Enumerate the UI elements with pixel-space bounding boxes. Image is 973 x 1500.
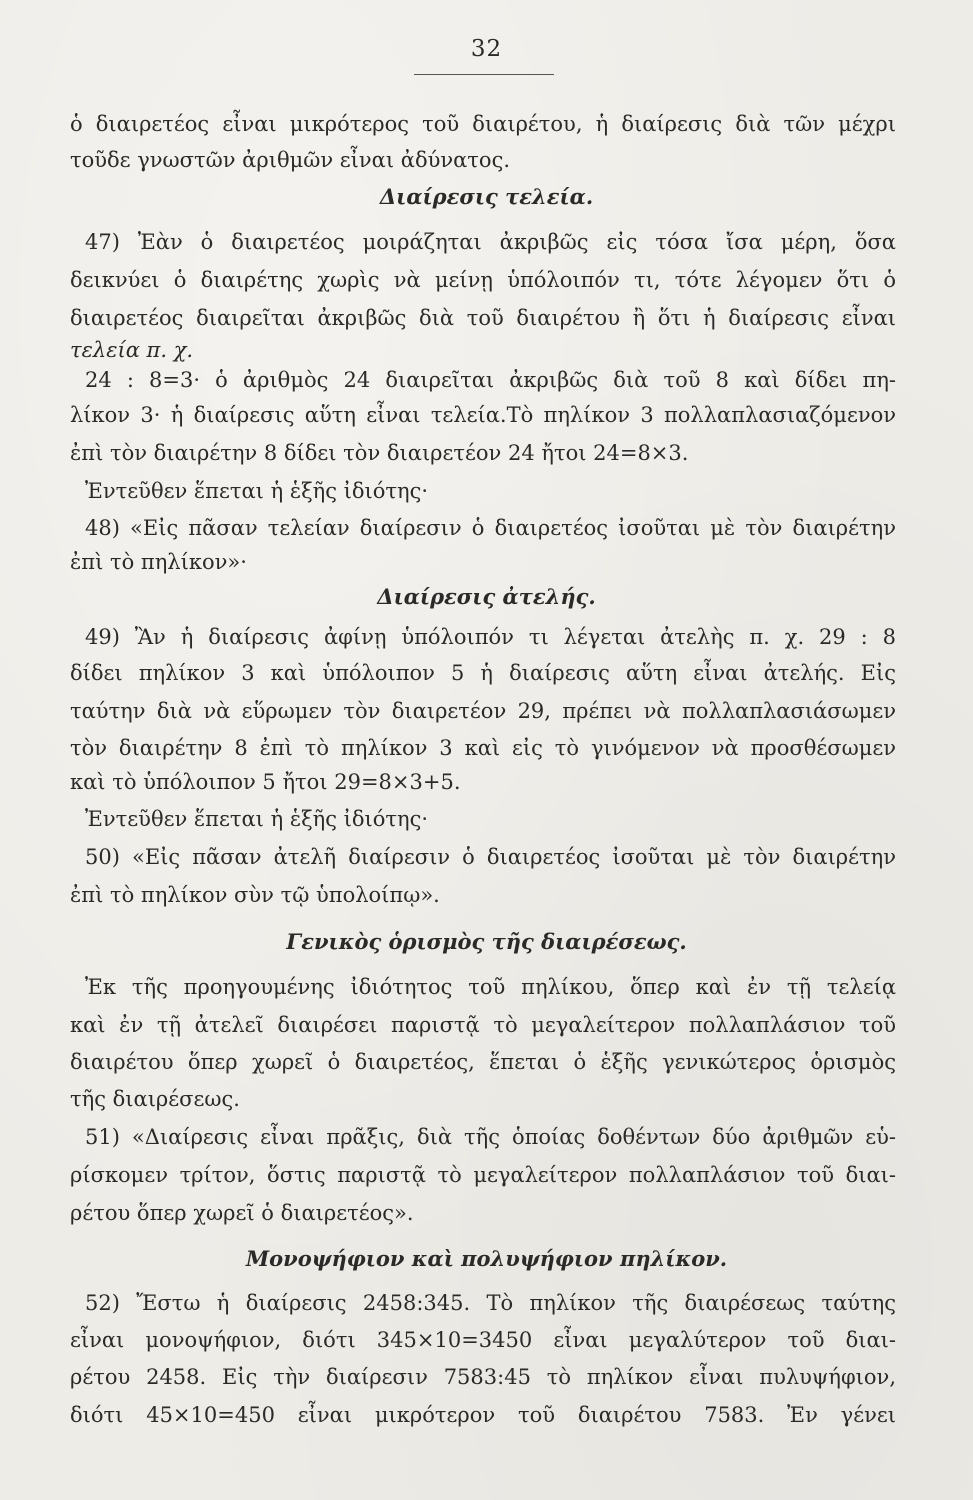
text-line: 52) Ἔστω ἡ διαίρεσις 2458:345. Τὸ πηλίκον τῆς διαιρέσεως ταύτης bbox=[85, 1291, 896, 1315]
text-line: 47) Ἐὰν ὁ διαιρετέος μοιράζηται ἀκριβῶς εἰς τόσα ἴσα μέρη, ὅσα bbox=[85, 230, 896, 254]
section-heading: Μονοψήφιον καὶ πολυψήφιον πηλίκον. bbox=[245, 1246, 728, 1271]
text-line: τῆς διαιρέσεως. bbox=[70, 1087, 240, 1111]
text-line: 24 : 8=3· ὁ ἀριθμὸς 24 διαιρεῖται ἀκριβῶς διὰ τοῦ 8 καὶ δίδει πη- bbox=[85, 368, 896, 392]
text-line: λίκον 3· ἡ διαίρεσις αὕτη εἶναι τελεία.Τὸ πηλίκον 3 πολλαπλασιαζόμενον bbox=[70, 403, 896, 427]
text-line: ἐπὶ τὸν διαιρέτην 8 δίδει τὸν διαιρετέον 24 ἤτοι 24=8×3. bbox=[70, 441, 689, 465]
text-line: ρίσκομεν τρίτον, ὅστις παριστᾷ τὸ μεγαλείτερον πολλαπλάσιον τοῦ διαι- bbox=[70, 1163, 896, 1187]
page-number-rule bbox=[414, 74, 554, 75]
text-line: Ἐκ τῆς προηγουμένης ἰδιότητος τοῦ πηλίκου, ὅπερ καὶ ἐν τῇ τελείᾳ bbox=[85, 975, 896, 999]
text-line: διαιρέτου ὅπερ χωρεῖ ὁ διαιρετέος, ἕπεται ὁ ἑξῆς γενικώτερος ὁρισμὸς bbox=[70, 1050, 896, 1074]
text-line: ταύτην διὰ νὰ εὕρωμεν τὸν διαιρετέον 29, πρέπει νὰ πολλαπλασιάσωμεν bbox=[70, 699, 896, 723]
text-line: Ἐντεῦθεν ἕπεται ἡ ἑξῆς ἰδιότης· bbox=[85, 479, 429, 503]
text-line: Ἐντεῦθεν ἕπεται ἡ ἑξῆς ἰδιότης· bbox=[85, 807, 429, 831]
section-heading: Γενικὸς ὁρισμὸς τῆς διαιρέσεως. bbox=[286, 929, 687, 954]
text-line: τοῦδε γνωστῶν ἀριθμῶν εἶναι ἀδύνατος. bbox=[70, 148, 511, 172]
text-line: καὶ ἐν τῇ ἀτελεῖ διαιρέσει παριστᾷ τὸ μεγαλείτερον πολλαπλάσιον τοῦ bbox=[70, 1013, 896, 1037]
text-line: ὁ διαιρετέος εἶναι μικρότερος τοῦ διαιρέτου, ἡ διαίρεσις διὰ τῶν μέχρι bbox=[70, 112, 896, 136]
text-line: 49) Ἂν ἡ διαίρεσις ἀφίνῃ ὑπόλοιπόν τι λέγεται ἀτελὴς π. χ. 29 : 8 bbox=[85, 625, 896, 649]
text-line: ρέτου 2458. Εἰς τὴν διαίρεσιν 7583:45 τὸ πηλίκον εἶναι πυλυψήφιον, bbox=[70, 1365, 896, 1389]
text-line: εἶναι μονοψήφιον, διότι 345×10=3450 εἶναι μεγαλύτερον τοῦ διαι- bbox=[70, 1328, 896, 1352]
text-line: 51) «Διαίρεσις εἶναι πρᾶξις, διὰ τῆς ὁποίας δοθέντων δύο ἀριθμῶν εὑ- bbox=[85, 1125, 896, 1149]
text-line: 50) «Εἰς πᾶσαν ἀτελῆ διαίρεσιν ὁ διαιρετέος ἰσοῦται μὲ τὸν διαιρέτην bbox=[85, 845, 896, 869]
text-line: καὶ τὸ ὑπόλοιπον 5 ἤτοι 29=8×3+5. bbox=[70, 770, 461, 794]
text-line: δεικνύει ὁ διαιρέτης χωρὶς νὰ μείνῃ ὑπόλοιπόν τι, τότε λέγομεν ὅτι ὁ bbox=[70, 268, 896, 292]
section-heading: Διαίρεσις ἀτελής. bbox=[377, 584, 596, 609]
section-heading: Διαίρεσις τελεία. bbox=[379, 184, 594, 209]
page-number: 32 bbox=[470, 36, 503, 62]
text-line: ρέτου ὅπερ χωρεῖ ὁ διαιρετέος». bbox=[70, 1201, 414, 1225]
text-line: 48) «Εἰς πᾶσαν τελείαν διαίρεσιν ὁ διαιρετέος ἰσοῦται μὲ τὸν διαιρέτην bbox=[85, 516, 896, 540]
text-line: ἐπὶ τὸ πηλίκον σὺν τῷ ὑπολοίπῳ». bbox=[70, 883, 440, 907]
text-line: ἐπὶ τὸ πηλίκον»· bbox=[70, 550, 247, 574]
text-line: τὸν διαιρέτην 8 ἐπὶ τὸ πηλίκον 3 καὶ εἰς τὸ γινόμενον νὰ προσθέσωμεν bbox=[70, 736, 896, 760]
text-line: διότι 45×10=450 εἶναι μικρότερον τοῦ διαιρέτου 7583. Ἐν γένει bbox=[70, 1403, 896, 1427]
text-line: τελεία π. χ. bbox=[70, 338, 194, 362]
text-line: δίδει πηλίκον 3 καὶ ὑπόλοιπον 5 ἡ διαίρεσις αὕτη εἶναι ἀτελής. Εἰς bbox=[70, 661, 896, 685]
text-line: διαιρετέος διαιρεῖται ἀκριβῶς διὰ τοῦ διαιρέτου ἢ ὅτι ἡ διαίρεσις εἶναι bbox=[70, 306, 896, 330]
